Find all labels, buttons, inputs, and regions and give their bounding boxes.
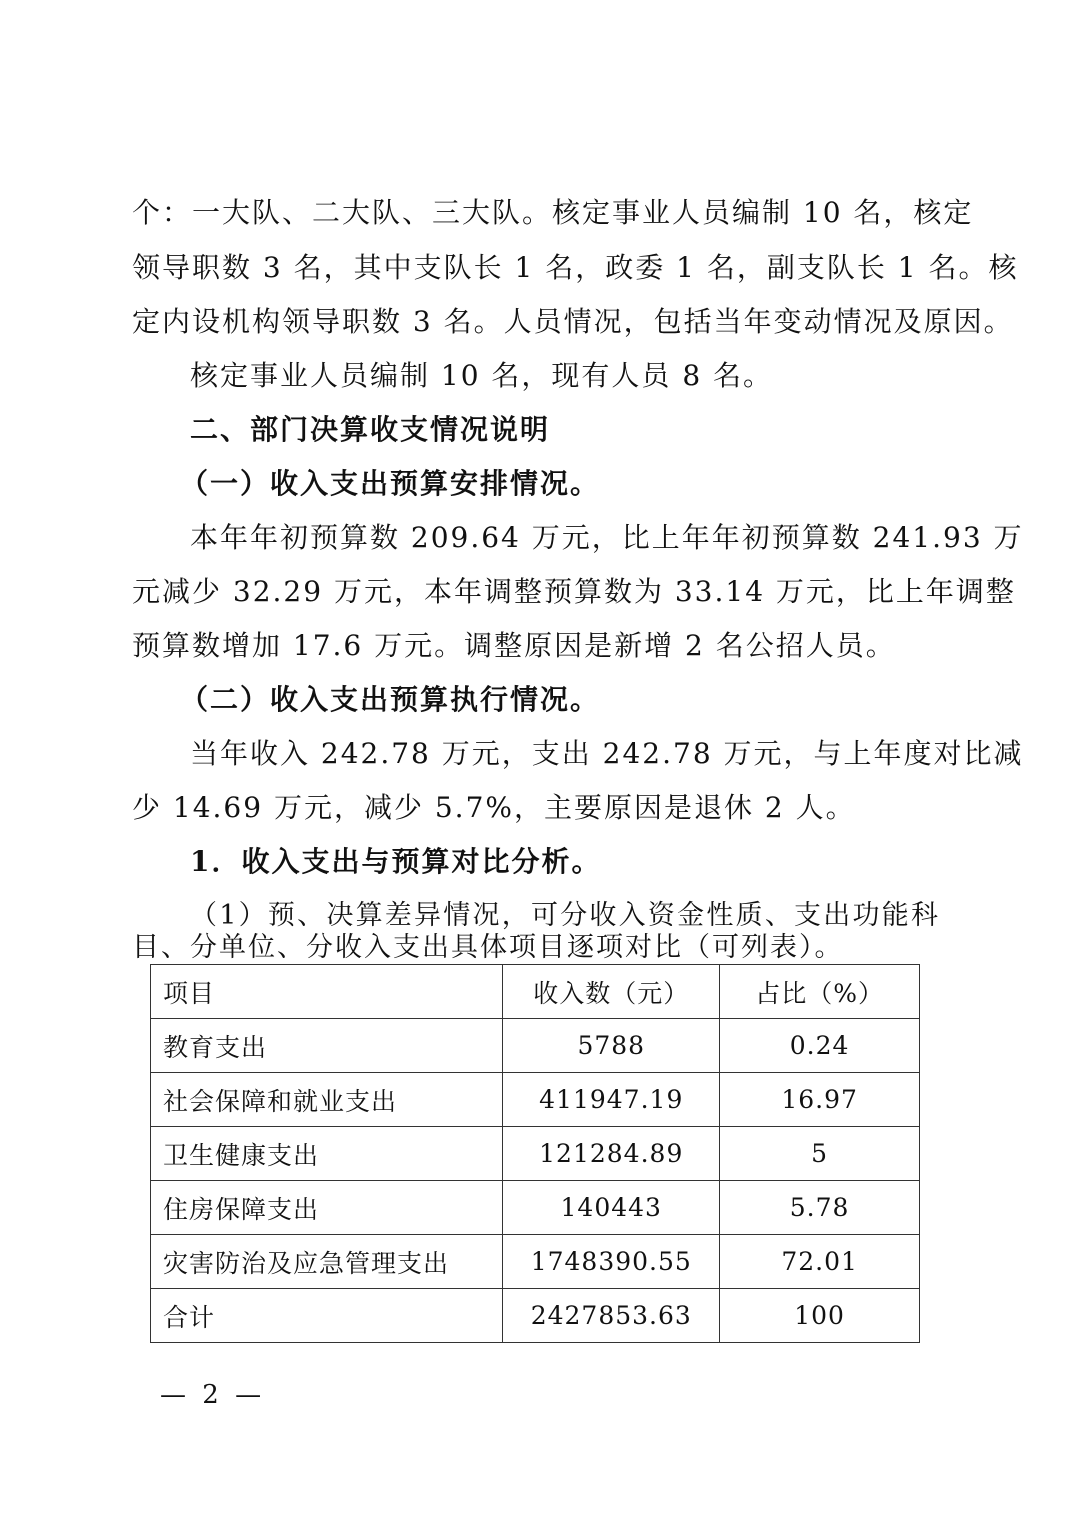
analysis-heading: 1．收入支出与预算对比分析。 <box>190 845 602 878</box>
header-item: 项目 <box>151 965 503 1019</box>
row-item: 灾害防治及应急管理支出 <box>151 1235 503 1289</box>
row-income: 411947.19 <box>503 1073 720 1127</box>
table-row <box>151 1019 920 1073</box>
subsection-heading: （一）收入支出预算安排情况。 <box>180 467 601 500</box>
row-item: 社会保障和就业支出 <box>151 1073 503 1127</box>
row-percent: 16.97 <box>720 1073 920 1127</box>
paragraph-line: 目、分单位、分收入支出具体项目逐项对比（可列表）。 <box>132 932 844 963</box>
paragraph-line: 领导职数 3 名，其中支队长 1 名，政委 1 名，副支队长 1 名。核 <box>132 251 1019 284</box>
table-row <box>151 1127 920 1181</box>
table-row <box>151 1181 920 1235</box>
row-income: 1748390.55 <box>503 1235 720 1289</box>
header-percent: 占比（%） <box>720 965 920 1019</box>
row-percent: 72.01 <box>720 1235 920 1289</box>
row-item: 住房保障支出 <box>151 1181 503 1235</box>
table-row <box>151 1235 920 1289</box>
paragraph-line: 元减少 32.29 万元，本年调整预算数为 33.14 万元，比上年调整 <box>132 575 1016 608</box>
row-percent: 0.24 <box>720 1019 920 1073</box>
header-income: 收入数（元） <box>503 965 720 1019</box>
row-income: 5788 <box>503 1019 720 1073</box>
paragraph-line: 个：一大队、二大队、三大队。核定事业人员编制 10 名，核定 <box>132 196 974 229</box>
table-header-row <box>151 965 920 1019</box>
paragraph-line: 定内设机构领导职数 3 名。人员情况，包括当年变动情况及原因。 <box>132 305 1014 338</box>
row-percent: 5 <box>720 1127 920 1181</box>
section-heading: 二、部门决算收支情况说明 <box>190 413 551 446</box>
paragraph-line: 少 14.69 万元，减少 5.7%，主要原因是退休 2 人。 <box>132 791 856 824</box>
paragraph-line: 本年年初预算数 209.64 万元，比上年年初预算数 241.93 万 <box>190 521 1024 554</box>
row-percent: 5.78 <box>720 1181 920 1235</box>
row-income: 140443 <box>503 1181 720 1235</box>
row-percent: 100 <box>720 1289 920 1343</box>
paragraph-line: （1）预、决算差异情况，可分收入资金性质、支出功能科 <box>190 900 940 931</box>
row-item: 卫生健康支出 <box>151 1127 503 1181</box>
row-income: 2427853.63 <box>503 1289 720 1343</box>
row-item: 教育支出 <box>151 1019 503 1073</box>
table-total-row <box>151 1289 920 1343</box>
table-row <box>151 1073 920 1127</box>
paragraph-line: 预算数增加 17.6 万元。调整原因是新增 2 名公招人员。 <box>132 629 896 662</box>
paragraph-line: 核定事业人员编制 10 名，现有人员 8 名。 <box>190 359 774 392</box>
subsection-heading: （二）收入支出预算执行情况。 <box>180 683 601 716</box>
paragraph-line: 当年收入 242.78 万元，支出 242.78 万元，与上年度对比减 <box>190 737 1024 770</box>
row-income: 121284.89 <box>503 1127 720 1181</box>
page-number: — 2 — <box>160 1380 266 1410</box>
income-table <box>150 964 920 1343</box>
row-item: 合计 <box>151 1289 503 1343</box>
